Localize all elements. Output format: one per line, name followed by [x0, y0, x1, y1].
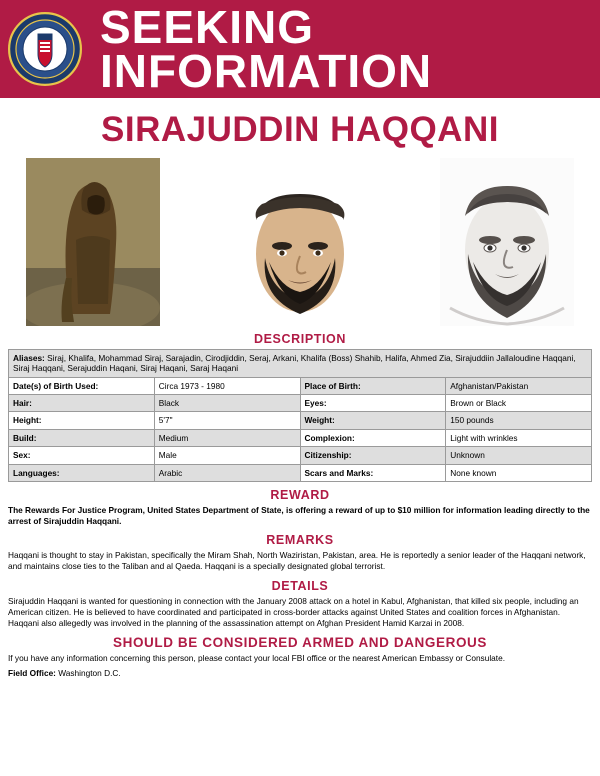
table-row: [9, 395, 592, 412]
value-dob: Circa 1973 - 1980: [154, 377, 300, 394]
photo-row: [0, 158, 600, 326]
photo-sketch: [440, 158, 574, 326]
label-sex: Sex:: [9, 447, 155, 464]
aliases-cell: [9, 350, 592, 378]
aliases-value: Siraj, Khalifa, Mohammad Siraj, Sarajadin, Cirodjiddin, Seraj, Arkani, Khalifa (Boss) Shahib, Halifa, Ahmed Zia, Sirajuddiin Jallaloudine Haqqani, Siraj Haqqani, Serajuddin Haqani, Siraj Haqani, Saraj Haqani: [13, 353, 576, 374]
label-build: Build:: [9, 429, 155, 446]
description-table: [8, 349, 592, 482]
aliases-label: Aliases:: [13, 353, 45, 363]
label-languages: Languages:: [9, 464, 155, 481]
value-eyes: Brown or Black: [446, 395, 592, 412]
label-citizenship: Citizenship:: [300, 447, 446, 464]
field-office-value: Washington D.C.: [58, 668, 121, 679]
value-scars: None known: [446, 464, 592, 481]
value-hair: Black: [154, 395, 300, 412]
label-scars: Scars and Marks:: [300, 464, 446, 481]
table-row: [9, 377, 592, 394]
remarks-text: Haqqani is thought to stay in Pakistan, specifically the Miram Shah, North Waziristan, Pakistan, area. He is reportedly a senior leader of the Haqqani network, and maintains close ties to the Taliban and al Qaeda. Haqqani is a specially designated global terrorist.: [8, 550, 586, 572]
section-heading-remarks: REMARKS: [266, 533, 334, 548]
value-complexion: Light with wrinkles: [446, 429, 592, 446]
value-weight: 150 pounds: [446, 412, 592, 429]
value-citizenship: Unknown: [446, 447, 592, 464]
label-complexion: Complexion:: [300, 429, 446, 446]
subject-name: SIRAJUDDIN HAQQANI: [101, 110, 499, 149]
value-build: Medium: [154, 429, 300, 446]
label-pob: Place of Birth:: [300, 377, 446, 394]
table-row: [9, 464, 592, 481]
table-row-aliases: [9, 350, 592, 378]
label-dob: Date(s) of Birth Used:: [9, 377, 155, 394]
reward-text: The Rewards For Justice Program, United States Department of State, is offering a reward of up to $10 million for information leading directly to the arrest of Sirajuddin Haqqani.: [8, 504, 590, 527]
field-office: [8, 668, 592, 678]
header-line-information: INFORMATION: [100, 45, 433, 97]
poster-header: [0, 0, 600, 98]
label-hair: Hair:: [9, 395, 155, 412]
details-text: Sirajuddin Haqqani is wanted for questioning in connection with the January 2008 attack on a hotel in Kabul, Afghanistan, that killed six people, including an American citizen. He is believed to have coordinated and participated in cross-border attacks against United States and coalition forces in Afghanistan. Haqqani also allegedly was involved in the planning of the assassination attempt on Afghan President Hamid Karzai in 2008.: [8, 595, 579, 628]
photo-portrait-color: [233, 158, 367, 326]
table-row: [9, 429, 592, 446]
footer-space: [0, 678, 600, 758]
table-row: [9, 447, 592, 464]
label-eyes: Eyes:: [300, 395, 446, 412]
contact-text: If you have any information concerning this person, please contact your local FBI office or the nearest American Embassy or Consulate.: [8, 653, 505, 664]
section-heading-details: DETAILS: [271, 578, 329, 593]
section-heading-warning: SHOULD BE CONSIDERED ARMED AND DANGEROUS: [112, 635, 488, 651]
section-heading-description: DESCRIPTION: [253, 332, 347, 346]
photo-cloaked-figure: [26, 158, 160, 326]
header-line-seeking: SEEKING: [100, 0, 315, 53]
label-height: Height:: [9, 412, 155, 429]
header-titles: [86, 0, 600, 97]
field-office-label: Field Office:: [8, 668, 56, 679]
table-row: [9, 412, 592, 429]
value-height: 5'7": [154, 412, 300, 429]
fbi-seal-icon: [8, 12, 82, 86]
value-languages: Arabic: [154, 464, 300, 481]
value-pob: Afghanistan/Pakistan: [446, 377, 592, 394]
poster-content: [0, 349, 600, 678]
label-weight: Weight:: [300, 412, 446, 429]
section-heading-reward: REWARD: [270, 487, 330, 502]
value-sex: Male: [154, 447, 300, 464]
